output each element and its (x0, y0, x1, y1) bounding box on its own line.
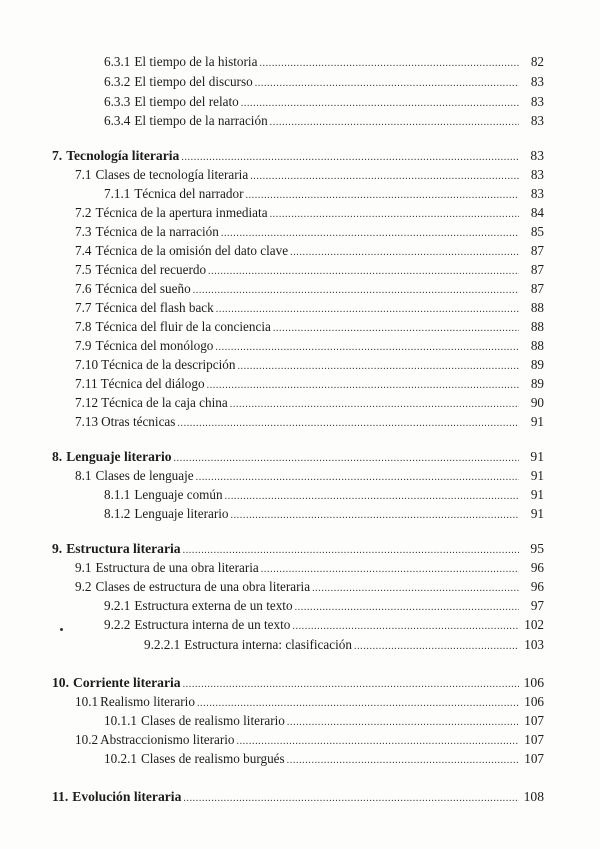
section-title: Técnica de la omisión del dato clave (95, 243, 289, 258)
section-number: 7.12 (75, 395, 99, 410)
page-number: 107 (524, 713, 544, 728)
dot-leader (354, 639, 519, 655)
section-number: 8.1.1 (104, 487, 131, 502)
section-number: 7.11 (75, 376, 98, 391)
section-title: Técnica de la apertura inmediata (95, 205, 268, 220)
page-number: 87 (530, 281, 544, 296)
stray-dot (60, 628, 63, 631)
chapter-entry (52, 449, 544, 467)
section-title: Técnica del flash back (95, 300, 214, 315)
dot-leader (221, 226, 519, 242)
section-title: Técnica del sueño (95, 281, 191, 296)
page-number: 91 (530, 414, 544, 429)
dot-leader (287, 753, 519, 769)
section-title: Lenguaje común (134, 487, 223, 502)
chapter-entry (52, 789, 544, 807)
chapter-number: 10. (52, 675, 69, 690)
dot-leader (261, 562, 519, 578)
page-number: 89 (530, 376, 544, 391)
dot-leader (183, 677, 519, 693)
page-number: 106 (524, 694, 544, 709)
page-number: 83 (530, 74, 544, 89)
section-title: Estructura interna: clasificación (184, 637, 352, 652)
dot-leader (207, 378, 519, 394)
toc-entry (75, 732, 544, 750)
section-number: 7.3 (75, 224, 92, 239)
page-number: 96 (530, 560, 544, 575)
section-number: 10.1.1 (104, 713, 137, 728)
dot-leader (290, 245, 519, 261)
toc-entry (144, 637, 544, 655)
toc-entry (75, 262, 544, 280)
section-number: 6.3.3 (104, 94, 131, 109)
toc-entry (104, 113, 544, 131)
page-number: 97 (530, 598, 544, 613)
dot-leader (250, 169, 519, 185)
section-number: 7.1.1 (104, 186, 131, 201)
dot-leader (259, 56, 519, 72)
section-number: 7.5 (75, 262, 92, 277)
section-title: Técnica del narrador (134, 186, 244, 201)
section-number: 7.7 (75, 300, 92, 315)
section-title: El tiempo de la historia (134, 54, 258, 69)
section-number: 9.2 (75, 579, 92, 594)
chapter-number: 11. (52, 789, 69, 804)
dot-leader (196, 470, 519, 486)
section-number: 9.2.2.1 (144, 637, 181, 652)
toc-entry (75, 281, 544, 299)
section-title: Técnica del diálogo (100, 376, 205, 391)
section-number: 10.1 (75, 694, 99, 709)
page-number: 82 (530, 54, 544, 69)
section-title: Técnica de la narración (95, 224, 219, 239)
section-title: Clases de realismo literario (140, 713, 285, 728)
page-number: 95 (530, 541, 544, 556)
section-title: El tiempo del relato (134, 94, 239, 109)
dot-leader (292, 619, 519, 635)
page-number: 83 (530, 186, 544, 201)
page-number: 87 (530, 243, 544, 258)
toc-entry (104, 506, 544, 524)
page-number: 89 (530, 357, 544, 372)
toc-entry (75, 694, 544, 712)
toc-entry (104, 186, 544, 204)
dot-leader (312, 581, 519, 597)
section-title: Técnica del monólogo (95, 338, 214, 353)
section-number: 9.1 (75, 560, 92, 575)
section-title: Técnica de la descripción (101, 357, 236, 372)
section-number: 6.3.4 (104, 113, 131, 128)
page-number: 91 (530, 506, 544, 521)
page-number: 88 (530, 319, 544, 334)
dot-leader (177, 416, 519, 432)
toc-entry (75, 205, 544, 223)
dot-leader (208, 264, 519, 280)
section-title: Estructura de una obra literaria (95, 560, 259, 575)
dot-leader (225, 489, 519, 505)
toc-entry (75, 167, 544, 185)
chapter-number: 9. (52, 541, 63, 556)
page-number: 83 (530, 113, 544, 128)
toc-entry (75, 224, 544, 242)
page-number: 88 (530, 300, 544, 315)
dot-leader (241, 96, 519, 112)
page-number: 91 (530, 468, 544, 483)
dot-leader (181, 150, 519, 166)
section-number: 8.1.2 (104, 506, 131, 521)
toc-entry (75, 243, 544, 261)
section-title: Técnica del recuerdo (95, 262, 207, 277)
toc-entry (104, 713, 544, 731)
toc-entry (104, 617, 544, 635)
toc-entry (75, 319, 544, 337)
toc-entry (75, 357, 544, 375)
section-title: Abstraccionismo literario (100, 732, 235, 747)
chapter-title: Corriente literaria (73, 675, 181, 690)
dot-leader (230, 397, 519, 413)
page-number: 84 (530, 205, 544, 220)
dot-leader (193, 283, 519, 299)
toc-entry (75, 579, 544, 597)
section-number: 7.10 (75, 357, 99, 372)
page-number: 103 (524, 637, 544, 652)
section-title: Estructura externa de un texto (134, 598, 293, 613)
page-number: 83 (530, 94, 544, 109)
section-title: Lenguaje literario (134, 506, 229, 521)
section-number: 7.4 (75, 243, 92, 258)
section-title: El tiempo del discurso (134, 74, 253, 89)
chapter-title: Evolución literaria (72, 789, 182, 804)
toc-entry (104, 487, 544, 505)
toc-entry (75, 395, 544, 413)
toc-entry (104, 598, 544, 616)
dot-leader (215, 340, 519, 356)
dot-leader (287, 715, 519, 731)
section-number: 7.9 (75, 338, 92, 353)
page-number: 88 (530, 338, 544, 353)
toc-entry (75, 338, 544, 356)
page-number: 83 (530, 167, 544, 182)
page-number: 90 (530, 395, 544, 410)
section-title: Técnica de la caja china (101, 395, 228, 410)
section-number: 7.2 (75, 205, 92, 220)
section-number: 10.2 (75, 732, 99, 747)
section-title: El tiempo de la narración (134, 113, 268, 128)
section-title: Realismo literario (100, 694, 195, 709)
dot-leader (270, 115, 519, 131)
page-number: 102 (524, 617, 544, 632)
chapter-entry (52, 541, 544, 559)
page-number: 85 (530, 224, 544, 239)
section-number: 7.8 (75, 319, 92, 334)
chapter-number: 7. (52, 148, 63, 163)
section-number: 7.13 (75, 414, 99, 429)
dot-leader (197, 696, 519, 712)
page-number: 96 (530, 579, 544, 594)
chapter-number: 8. (52, 449, 63, 464)
toc-entry (75, 468, 544, 486)
dot-leader (230, 508, 519, 524)
dot-leader (174, 451, 519, 467)
section-number: 6.3.2 (104, 74, 131, 89)
section-number: 9.2.1 (104, 598, 131, 613)
dot-leader (273, 321, 519, 337)
section-title: Clases de tecnología literaria (95, 167, 249, 182)
section-title: Técnica del fluir de la conciencia (95, 319, 271, 334)
page-number: 87 (530, 262, 544, 277)
section-title: Otras técnicas (101, 414, 176, 429)
section-number: 8.1 (75, 468, 92, 483)
page-number: 83 (530, 148, 544, 163)
chapter-entry (52, 675, 544, 693)
page-number: 108 (523, 789, 544, 804)
section-title: Clases de estructura de una obra literaria (95, 579, 311, 594)
chapter-title: Tecnología literaria (66, 148, 180, 163)
page-number: 107 (524, 732, 544, 747)
chapter-title: Estructura literaria (66, 541, 181, 556)
toc-entry (104, 54, 544, 72)
page-number: 106 (523, 675, 544, 690)
page-number: 107 (524, 751, 544, 766)
section-number: 6.3.1 (104, 54, 131, 69)
toc-entry (104, 94, 544, 112)
dot-leader (236, 734, 519, 750)
section-number: 10.2.1 (104, 751, 137, 766)
toc-entry (75, 376, 544, 394)
section-number: 7.6 (75, 281, 92, 296)
page-number: 91 (530, 487, 544, 502)
section-title: Clases de realismo burgués (140, 751, 285, 766)
toc-entry (104, 751, 544, 769)
section-title: Estructura interna de un texto (134, 617, 291, 632)
toc-entry (75, 414, 544, 432)
dot-leader (183, 543, 519, 559)
dot-leader (216, 302, 519, 318)
chapter-entry (52, 148, 544, 166)
page-number: 91 (530, 449, 544, 464)
toc-entry (75, 560, 544, 578)
section-number: 7.1 (75, 167, 92, 182)
dot-leader (245, 188, 519, 204)
section-title: Clases de lenguaje (95, 468, 194, 483)
toc-entry (75, 300, 544, 318)
dot-leader (255, 76, 519, 92)
chapter-title: Lenguaje literario (66, 449, 172, 464)
dot-leader (270, 207, 519, 223)
dot-leader (295, 600, 519, 616)
dot-leader (183, 791, 519, 807)
dot-leader (237, 359, 519, 375)
section-number: 9.2.2 (104, 617, 131, 632)
toc-entry (104, 74, 544, 92)
